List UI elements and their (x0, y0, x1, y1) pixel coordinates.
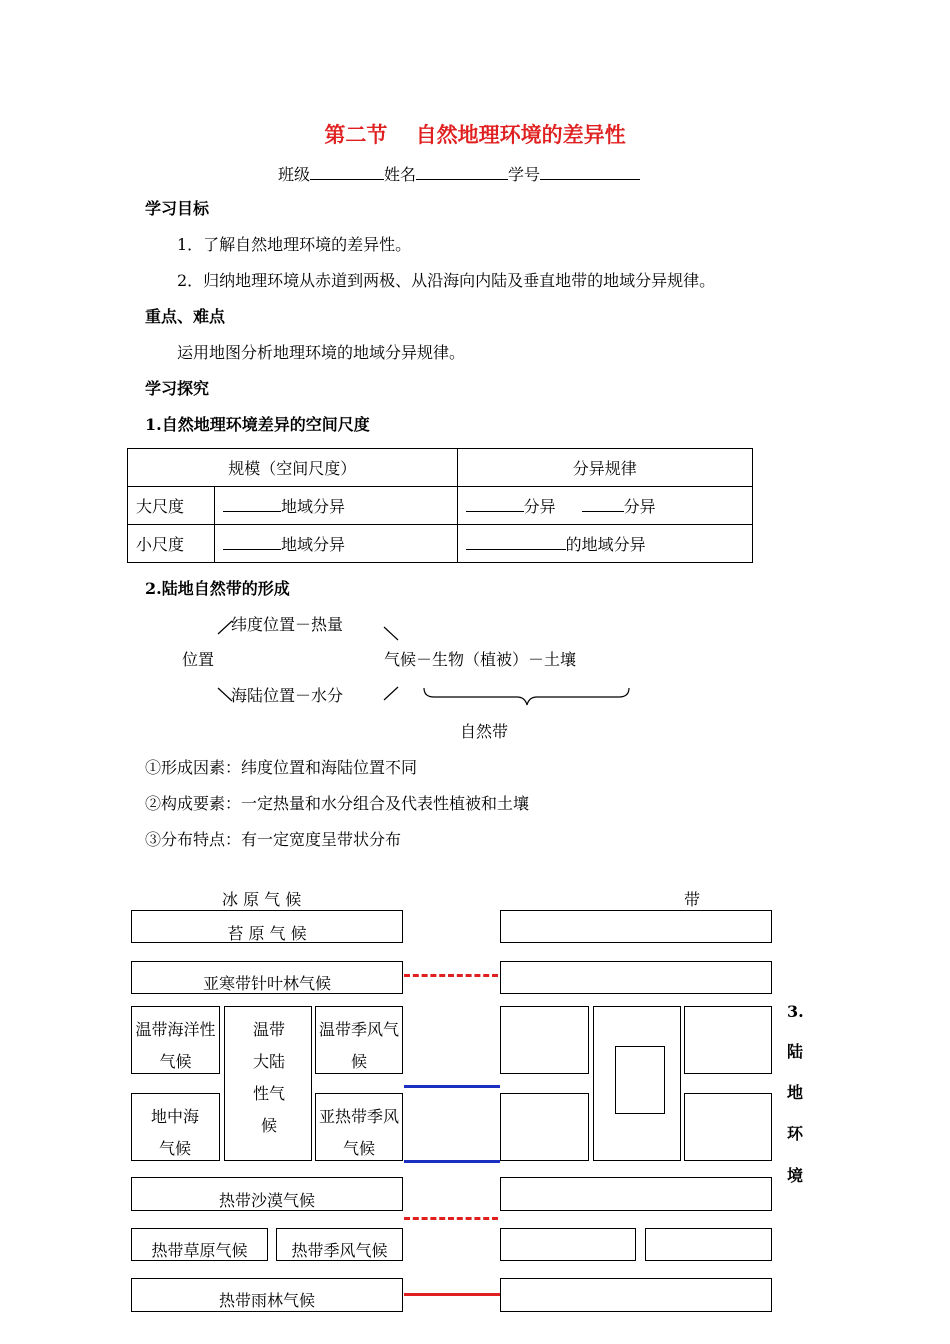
zone-box-9[interactable] (500, 1228, 636, 1261)
zone-box-8[interactable] (500, 1177, 772, 1211)
key-text: 运用地图分析地理环境的地域分异规律。 (177, 343, 466, 362)
arrow-line-up-right (384, 627, 398, 640)
row2-rule: 的地域分异 (457, 525, 752, 563)
row1-label: 大尺度 (128, 487, 215, 525)
key-heading: 重点、难点 (145, 307, 226, 326)
row1-rule: 分异 分异 (457, 487, 752, 525)
number-label: 学号 (508, 165, 541, 184)
temperate-continental-label: 温带大陆性气候 (252, 1020, 285, 1135)
diagram-position: 位置 (182, 650, 215, 669)
tropical-monsoon-label: 热带季风气候 (291, 1241, 388, 1260)
zone-box-2[interactable] (500, 961, 772, 994)
header-rule: 分异规律 (457, 449, 752, 487)
row2-mid: 地域分异 (215, 525, 458, 563)
subheading-scale: 1.自然地理环境差异的空间尺度 (145, 415, 370, 434)
zone-box-1[interactable] (500, 910, 772, 943)
tundra-label: 苔 原 气 候 (227, 924, 307, 943)
subheading-formation: 2.陆地自然带的形成 (145, 579, 290, 598)
explore-heading: 学习探究 (145, 379, 210, 398)
row1-mid: 地域分异 (215, 487, 458, 525)
point-2: ②构成要素：一定热量和水分组合及代表性植被和土壤 (145, 794, 530, 813)
side-title-1: 3. (787, 1002, 804, 1021)
dashed-line-desert (404, 1217, 498, 1220)
goal-item-2: 2．归纳地理环境从赤道到两极、从沿海向内陆及垂直地带的地域分异规律。 (177, 271, 716, 290)
diagram-brace-label: 自然带 (460, 722, 509, 741)
point-1: ①形成因素：纬度位置和海陆位置不同 (145, 758, 418, 777)
diagram-latitude: 纬度位置－热量 (231, 615, 344, 634)
arrow-line-up-left (218, 621, 232, 634)
zone-box-4-inner[interactable] (615, 1046, 665, 1114)
arrow-line-down-right (384, 687, 398, 700)
goal-item-1: 1．了解自然地理环境的差异性。 (177, 235, 412, 254)
ice-label: 冰 原 气 候 (222, 890, 302, 909)
side-title-4: 环 (787, 1124, 804, 1143)
temperate-maritime-label: 温带海洋性气候 (135, 1020, 216, 1071)
point-3: ③分布特点：有一定宽度呈带状分布 (145, 830, 402, 849)
subtropical-monsoon-label: 亚热带季风气候 (318, 1107, 399, 1158)
tropical-rainforest-label: 热带雨林气候 (218, 1291, 315, 1310)
header-scale: 规模（空间尺度） (128, 449, 458, 487)
diagram-sea-land: 海陆位置－水分 (231, 686, 344, 705)
class-label: 班级 (278, 165, 311, 184)
zone-box-5[interactable] (684, 1006, 772, 1074)
zone-box-11[interactable] (500, 1278, 772, 1312)
zone-box-7[interactable] (684, 1093, 772, 1161)
side-title-2: 陆 (787, 1042, 804, 1061)
tropical-grassland-label: 热带草原气候 (151, 1241, 248, 1260)
zone-box-6[interactable] (500, 1093, 589, 1161)
side-title-3: 地 (787, 1083, 804, 1102)
dashed-line-subarctic (404, 974, 498, 977)
row2-label: 小尺度 (128, 525, 215, 563)
name-label: 姓名 (384, 165, 417, 184)
arrow-line-down-left (218, 688, 232, 701)
mediterranean-label: 地中海气候 (150, 1107, 199, 1158)
subarctic-label: 亚寒带针叶林气候 (202, 974, 331, 993)
blue-line-bottom (404, 1160, 500, 1163)
zone-label: 带 (684, 890, 701, 909)
temperate-monsoon-label: 温带季风气候 (318, 1020, 399, 1071)
page-title: 第二节 自然地理环境的差异性 (324, 122, 626, 147)
zone-box-3[interactable] (500, 1006, 589, 1074)
goals-heading: 学习目标 (145, 199, 210, 218)
red-line-rainforest (404, 1293, 500, 1296)
brace-shape (424, 688, 629, 705)
blue-line-top (404, 1085, 500, 1088)
side-title-5: 境 (787, 1166, 804, 1185)
diagram-chain: 气候－生物（植被）－土壤 (384, 650, 577, 669)
zone-box-10[interactable] (645, 1228, 772, 1261)
tropical-desert-label: 热带沙漠气候 (218, 1191, 315, 1210)
